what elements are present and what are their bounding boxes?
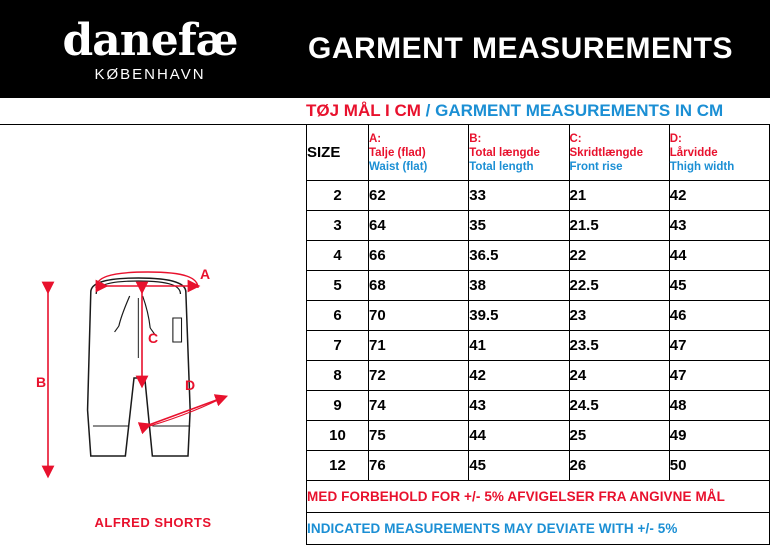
cell-d: 43 — [669, 211, 769, 241]
page-title: GARMENT MEASUREMENTS — [308, 32, 734, 65]
cell-b: 42 — [469, 361, 569, 391]
cell-b: 33 — [469, 181, 569, 211]
column-header-size: SIZE — [307, 125, 369, 181]
table-row — [307, 301, 770, 331]
cell-a: 68 — [369, 271, 469, 301]
table-row — [307, 271, 770, 301]
column-b-letter: B: — [469, 132, 482, 145]
table-header-row — [307, 125, 770, 181]
cell-c: 25 — [569, 421, 669, 451]
measurements-table-wrapper — [306, 124, 770, 545]
cell-d: 42 — [669, 181, 769, 211]
note-english: INDICATED MEASUREMENTS MAY DEVIATE WITH +/- 5% — [307, 513, 770, 545]
cell-b: 45 — [469, 451, 569, 481]
cell-size: 12 — [307, 451, 369, 481]
cell-c: 26 — [569, 451, 669, 481]
column-a-english-label: Waist (flat) — [369, 160, 428, 173]
cell-d: 44 — [669, 241, 769, 271]
cell-b: 39.5 — [469, 301, 569, 331]
cell-size: 3 — [307, 211, 369, 241]
cell-d: 45 — [669, 271, 769, 301]
cell-c: 23 — [569, 301, 669, 331]
cell-size: 9 — [307, 391, 369, 421]
measurements-table — [306, 124, 770, 545]
cell-c: 21.5 — [569, 211, 669, 241]
illustration-panel — [0, 124, 306, 545]
column-d-danish-label: Lårvidde — [669, 146, 718, 159]
cell-b: 36.5 — [469, 241, 569, 271]
label-D: D — [185, 377, 196, 393]
column-c-letter: C: — [569, 132, 582, 145]
column-header-a — [369, 125, 469, 181]
column-b-english-label: Total length — [469, 160, 534, 173]
subtitle-row — [0, 98, 770, 124]
cell-c: 24 — [569, 361, 669, 391]
column-a-letter: A: — [369, 132, 382, 145]
column-header-d — [669, 125, 769, 181]
page-header — [0, 0, 770, 98]
brand-logo — [0, 14, 300, 85]
table-row — [307, 211, 770, 241]
cell-b: 38 — [469, 271, 569, 301]
cell-c: 22 — [569, 241, 669, 271]
table-row — [307, 421, 770, 451]
table-row — [307, 451, 770, 481]
table-row — [307, 331, 770, 361]
table-row — [307, 241, 770, 271]
table-row — [307, 391, 770, 421]
column-c-english-label: Front rise — [569, 160, 623, 173]
cell-a: 70 — [369, 301, 469, 331]
cell-b: 41 — [469, 331, 569, 361]
cell-c: 22.5 — [569, 271, 669, 301]
table-row — [307, 181, 770, 211]
cell-d: 48 — [669, 391, 769, 421]
cell-d: 49 — [669, 421, 769, 451]
subtitle-english: GARMENT MEASUREMENTS IN CM — [435, 101, 724, 120]
column-b-danish-label: Total længde — [469, 146, 540, 159]
cell-a: 64 — [369, 211, 469, 241]
label-B: B — [36, 374, 47, 390]
label-A: A — [200, 266, 211, 282]
cell-c: 21 — [569, 181, 669, 211]
cell-a: 75 — [369, 421, 469, 451]
cell-size: 4 — [307, 241, 369, 271]
brand-name: danefæ — [62, 14, 238, 66]
shorts-diagram — [26, 240, 280, 520]
cell-a: 72 — [369, 361, 469, 391]
cell-d: 47 — [669, 361, 769, 391]
cell-a: 71 — [369, 331, 469, 361]
note-danish: MED FORBEHOLD FOR +/- 5% AFVIGELSER FRA ANGIVNE MÅL — [307, 481, 770, 513]
subtitle-text — [306, 101, 723, 121]
garment-caption: ALFRED SHORTS — [94, 515, 212, 530]
column-c-danish-label: Skridtlængde — [569, 146, 643, 159]
cell-b: 35 — [469, 211, 569, 241]
cell-a: 74 — [369, 391, 469, 421]
label-C: C — [148, 330, 159, 346]
cell-a: 66 — [369, 241, 469, 271]
cell-size: 7 — [307, 331, 369, 361]
cell-b: 44 — [469, 421, 569, 451]
cell-size: 8 — [307, 361, 369, 391]
column-d-english-label: Thigh width — [669, 160, 735, 173]
note-row-english — [307, 513, 770, 545]
subtitle-danish: TØJ MÅL I CM — [306, 101, 421, 120]
cell-c: 23.5 — [569, 331, 669, 361]
cell-b: 43 — [469, 391, 569, 421]
subtitle-spacer — [0, 98, 306, 124]
cell-size: 6 — [307, 301, 369, 331]
brand-subtitle: KØBENHAVN — [94, 65, 206, 83]
table-row — [307, 361, 770, 391]
cell-d: 50 — [669, 451, 769, 481]
cell-a: 62 — [369, 181, 469, 211]
cell-a: 76 — [369, 451, 469, 481]
column-header-c — [569, 125, 669, 181]
note-row-danish — [307, 481, 770, 513]
cell-d: 46 — [669, 301, 769, 331]
column-d-letter: D: — [669, 132, 682, 145]
cell-d: 47 — [669, 331, 769, 361]
column-a-danish-label: Talje (flad) — [369, 146, 426, 159]
column-a-danish — [369, 132, 468, 146]
cell-size: 10 — [307, 421, 369, 451]
column-header-b — [469, 125, 569, 181]
cell-size: 5 — [307, 271, 369, 301]
cell-c: 24.5 — [569, 391, 669, 421]
cell-size: 2 — [307, 181, 369, 211]
subtitle-separator: / — [420, 101, 436, 120]
